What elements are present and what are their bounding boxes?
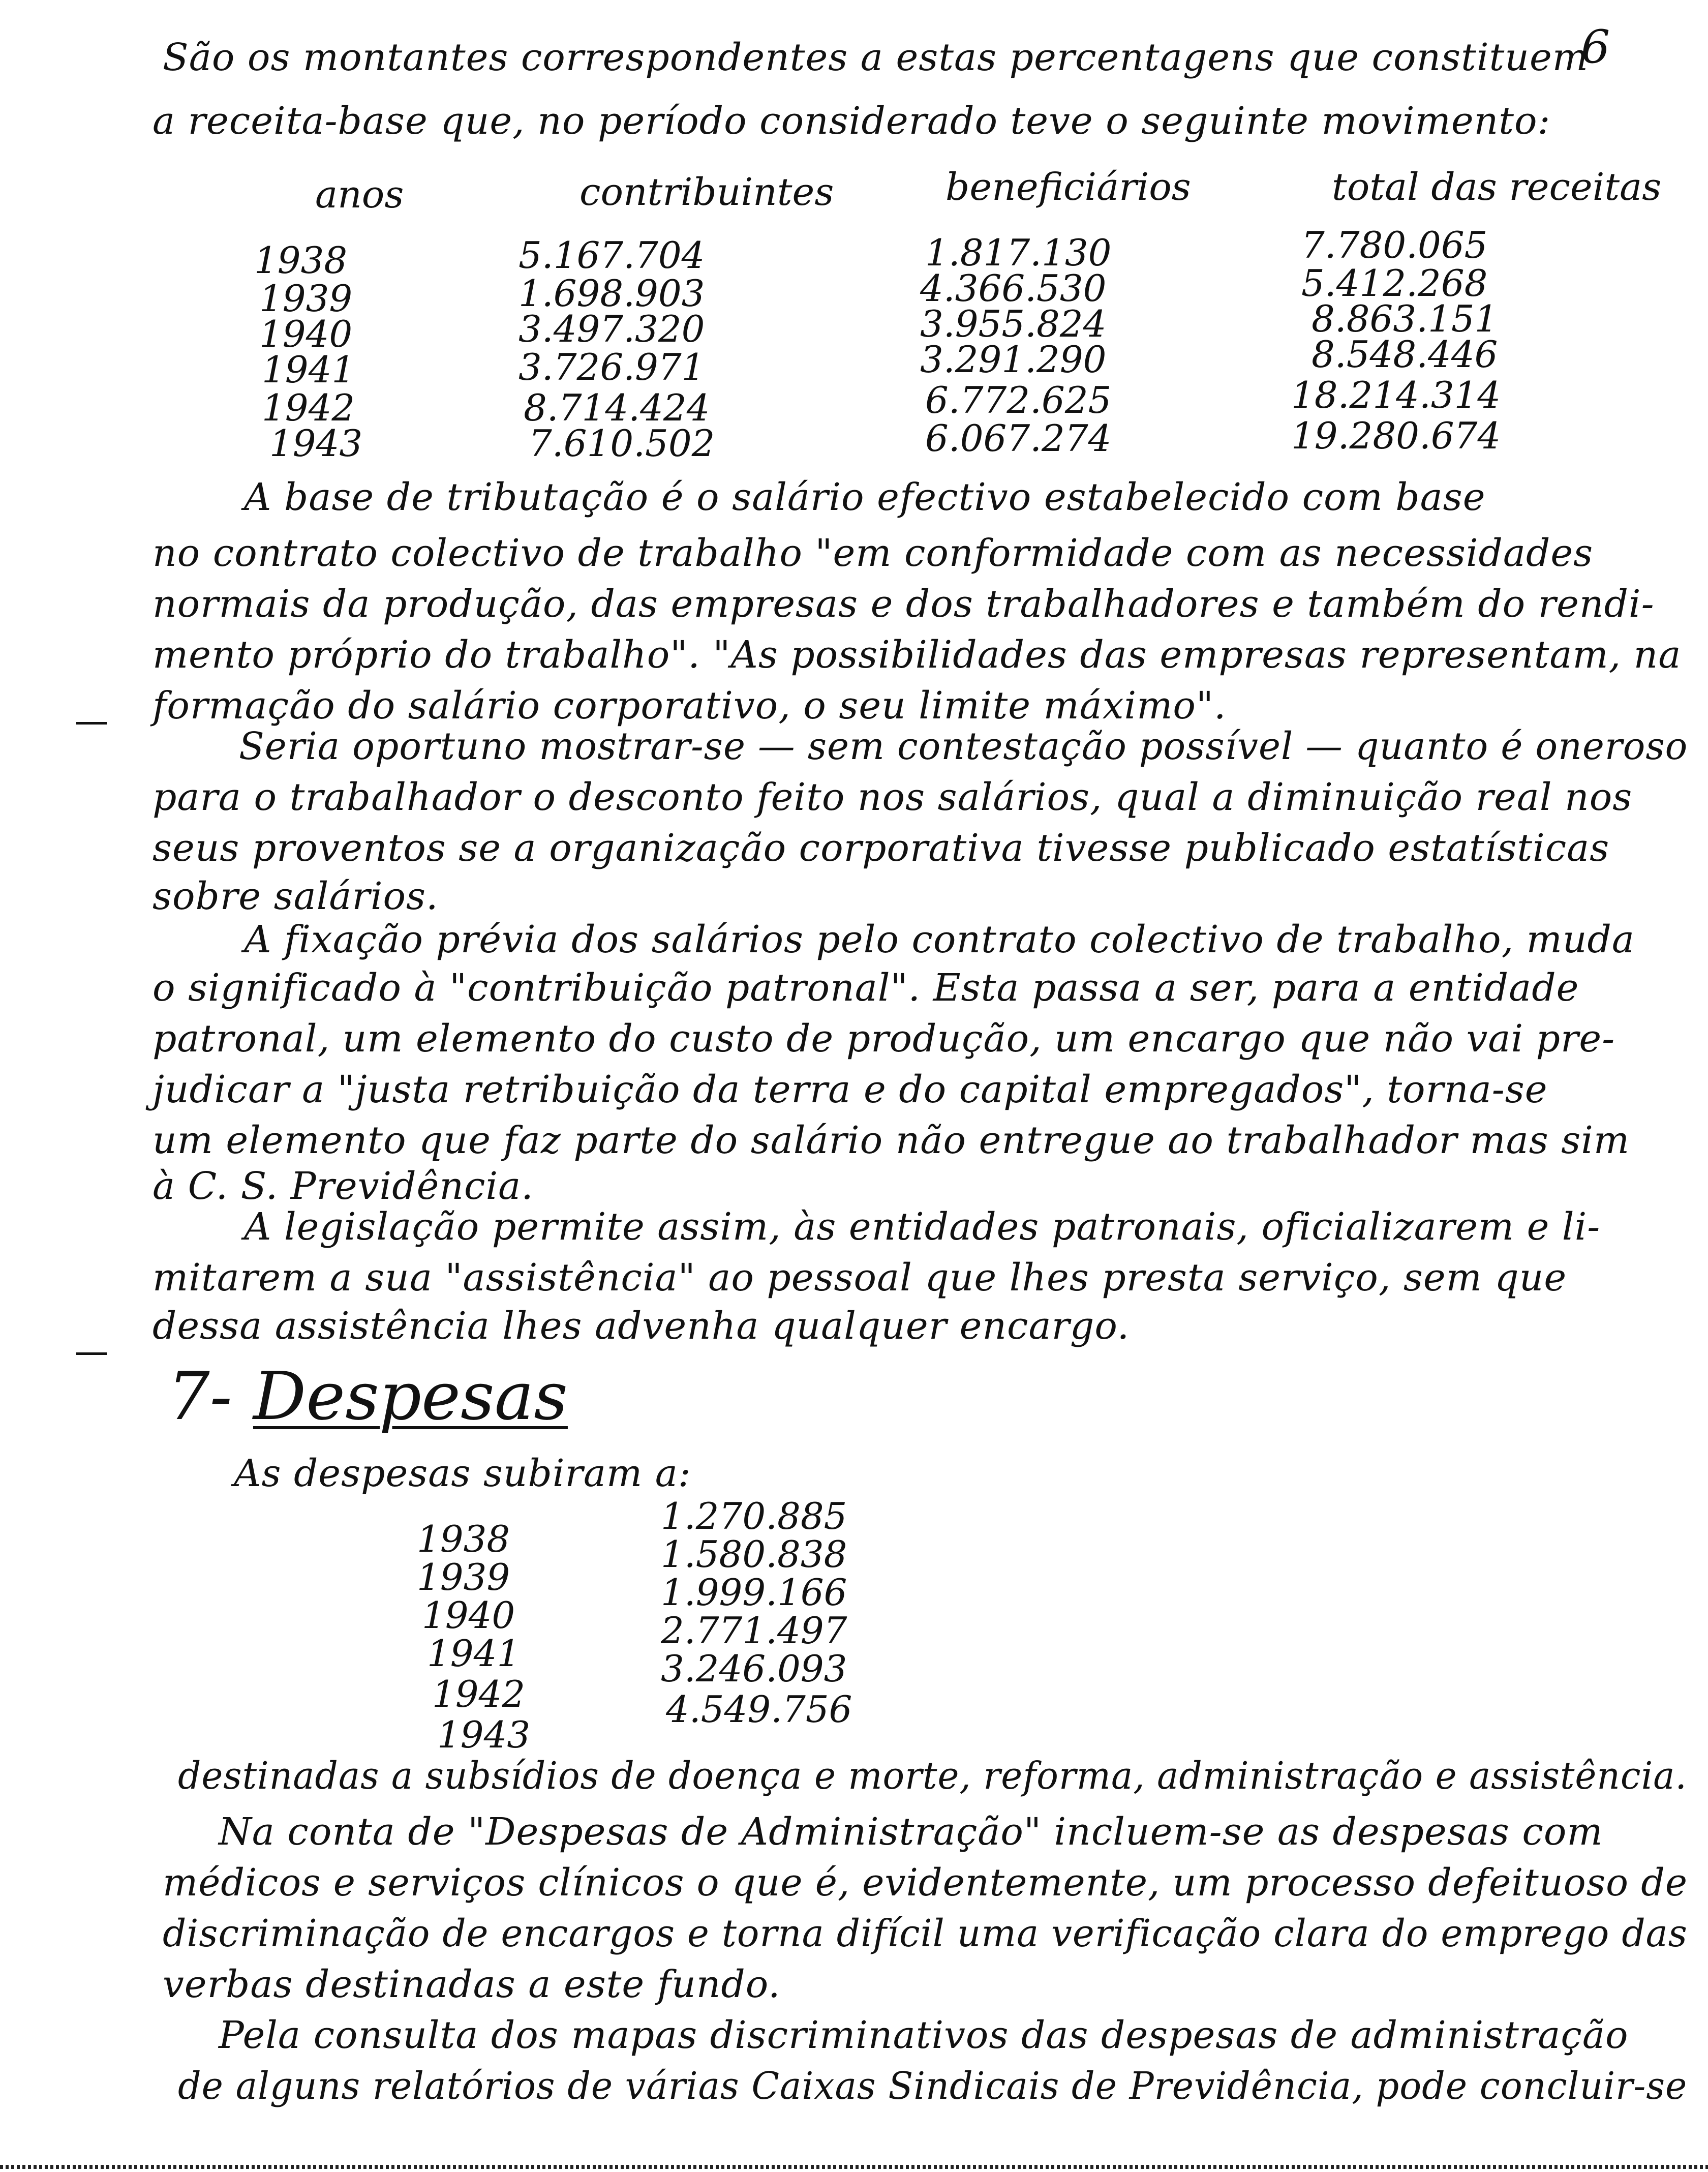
table-cell-year: 1939 [259, 277, 353, 320]
table-cell-total: 19.280.674 [1291, 414, 1501, 457]
text-line: Pela consulta dos mapas discriminativos das despesas de administração [219, 2013, 1629, 2057]
text-line: à C. S. Previdência. [152, 1164, 534, 1208]
table-cell-year: 1938 [417, 1518, 510, 1560]
text-line: destinadas a subsídios de doença e morte, reforma, administração e assistência. [178, 1754, 1687, 1798]
table-cell-beneficiaries: 1.817.130 [925, 231, 1112, 274]
col-header-contributors: contribuintes [580, 170, 834, 214]
col-header-beneficiaries: beneficiários [946, 165, 1191, 209]
text-line: patronal, um elemento do custo de produção, um encargo que não vai pre- [152, 1017, 1615, 1061]
page-number: 6 [1581, 20, 1610, 74]
table-cell-expense: 4.549.756 [666, 1688, 852, 1731]
table-cell-year: 1941 [427, 1632, 521, 1675]
text-line: Na conta de "Despesas de Administração" incluem-se as despesas com [219, 1810, 1603, 1854]
table-cell-year: 1940 [422, 1594, 515, 1637]
table-cell-year: 1943 [437, 1713, 531, 1756]
table-cell-total: 8.548.446 [1312, 333, 1498, 376]
section-title: Despesas [253, 1358, 568, 1435]
table-cell-year: 1943 [269, 422, 363, 465]
text-line: normais da produção, das empresas e dos trabalhadores e também do rendi- [152, 582, 1655, 626]
table-cell-beneficiaries: 3.291.290 [920, 338, 1107, 381]
text-line: A base de tributação é o salário efectivo estabelecido com base [244, 475, 1486, 519]
text-line: de alguns relatórios de várias Caixas Sindicais de Previdência, pode concluir-se [178, 2064, 1688, 2108]
section-heading [168, 1358, 568, 1435]
col-header-total-revenue: total das receitas [1332, 165, 1662, 209]
col-header-years: anos [315, 173, 404, 217]
table-cell-year: 1939 [417, 1556, 510, 1598]
intro-line: a receita-base que, no período considerado teve o seguinte movimento: [152, 99, 1551, 143]
table-cell-total: 5.412.268 [1301, 262, 1488, 305]
table-cell-total: 8.863.151 [1312, 297, 1498, 340]
text-line: Seria oportuno mostrar-se — sem contestação possível — quanto é oneroso [239, 725, 1688, 768]
text-line: dessa assistência lhes advenha qualquer encargo. [152, 1304, 1130, 1348]
table-cell-beneficiaries: 4.366.530 [920, 267, 1107, 310]
table-cell-beneficiaries: 6.772.625 [925, 379, 1112, 421]
expenses-intro: As despesas subiram a: [234, 1452, 691, 1495]
table-cell-year: 1940 [259, 313, 353, 355]
table-cell-beneficiaries: 3.955.824 [920, 303, 1107, 345]
scan-edge [0, 2165, 1708, 2169]
table-cell-expense: 1.580.838 [661, 1533, 847, 1576]
table-cell-contributors: 5.167.704 [518, 234, 705, 277]
table-cell-contributors: 7.610.502 [529, 422, 715, 465]
margin-dash [76, 722, 107, 725]
table-cell-contributors: 3.497.320 [518, 308, 705, 350]
text-line: seus proventos se a organização corporativa tivesse publicado estatísticas [152, 826, 1610, 870]
text-line: mento próprio do trabalho". "As possibilidades das empresas representam, na [152, 633, 1682, 677]
table-cell-beneficiaries: 6.067.274 [925, 417, 1112, 460]
text-line: médicos e serviços clínicos o que é, evidentemente, um processo defeituoso de [163, 1861, 1688, 1905]
text-line: o significado à "contribuição patronal". Esta passa a ser, para a entidade [152, 966, 1579, 1010]
text-line: mitarem a sua "assistência" ao pessoal que lhes presta serviço, sem que [152, 1256, 1567, 1300]
margin-dash [76, 1352, 107, 1355]
table-cell-year: 1942 [262, 386, 355, 429]
text-line: sobre salários. [152, 874, 439, 918]
text-line: discriminação de encargos e torna difícil uma verificação clara do emprego das [163, 1912, 1688, 1955]
text-line: A fixação prévia dos salários pelo contrato colectivo de trabalho, muda [244, 918, 1635, 961]
table-cell-contributors: 1.698.903 [518, 272, 705, 315]
intro-line: São os montantes correspondentes a estas percentagens que constituem [163, 36, 1589, 79]
section-number: 7- [168, 1358, 232, 1435]
table-cell-contributors: 3.726.971 [518, 346, 705, 388]
text-line: para o trabalhador o desconto feito nos salários, qual a diminuição real nos [152, 775, 1633, 819]
table-cell-contributors: 8.714.424 [524, 386, 710, 429]
table-cell-year: 1941 [262, 348, 355, 391]
text-line: um elemento que faz parte do salário não entregue ao trabalhador mas sim [152, 1119, 1630, 1162]
table-cell-expense: 2.771.497 [661, 1609, 847, 1652]
table-cell-expense: 1.999.166 [661, 1571, 847, 1614]
text-line: judicar a "justa retribuição da terra e do capital empregados", torna-se [152, 1068, 1548, 1111]
table-cell-year: 1938 [254, 239, 348, 282]
table-cell-expense: 1.270.885 [661, 1495, 847, 1537]
text-line: no contrato colectivo de trabalho "em conformidade com as necessidades [152, 531, 1594, 575]
table-cell-total: 7.780.065 [1301, 224, 1488, 266]
table-cell-total: 18.214.314 [1291, 374, 1501, 416]
text-line: A legislação permite assim, às entidades patronais, oficializarem e li- [244, 1205, 1601, 1249]
text-line: verbas destinadas a este fundo. [163, 1963, 781, 2006]
table-cell-year: 1942 [432, 1673, 526, 1715]
text-line: formação do salário corporativo, o seu limite máximo". [152, 684, 1227, 728]
table-cell-expense: 3.246.093 [661, 1647, 847, 1690]
